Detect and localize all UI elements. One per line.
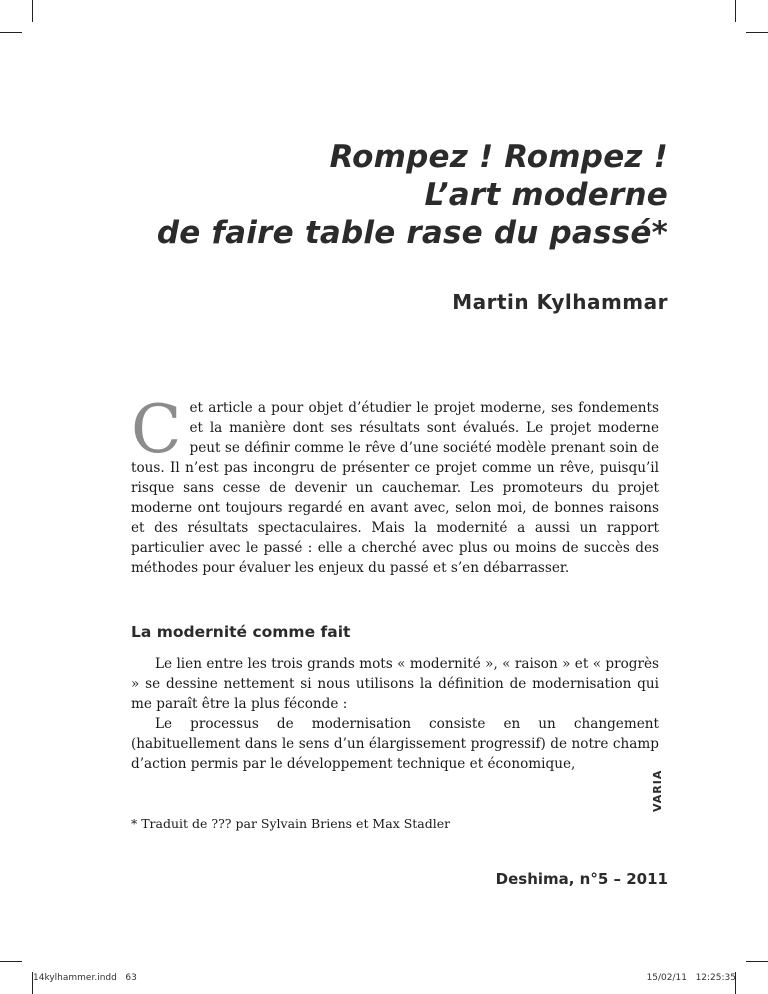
crop-mark-bottom-left-h <box>0 961 22 962</box>
intro-text: et article a pour objet d’étudier le projet moderne, ses fondements et la manière dont ses résultats sont évalués. Le projet moderne peut se définir comme le rêve d’une société modèle prenant soin de tous. Il n’est pas incongru de présenter ce projet comme un rêve, puisqu’il risque sans cesse de devenir un cauchemar. Les promoteurs du projet moderne ont toujours regardé en avant avec, selon moi, de bonnes raisons et des résultats spectaculaires. Mais la modernité a aussi un rapport particulier avec le passé : elle a cherché avec plus ou moins de succès des méthodes pour évaluer les enjeux du passé et s’en débarrasser. <box>131 400 659 576</box>
crop-mark-top-right-h <box>746 32 768 33</box>
journal-reference: Deshima, n°5 – 2011 <box>495 870 668 888</box>
crop-mark-bottom-right-h <box>746 961 768 962</box>
intro-paragraph <box>131 391 659 578</box>
section-paragraph-2: Le processus de modernisation consiste en un changement (habituellement dans le sens d’un élargissement progressif) de notre champ d’action permis par le développement technique et économique, <box>131 716 659 772</box>
author-name: Martin Kylhammar <box>452 290 668 314</box>
drop-cap: C <box>131 391 182 468</box>
title-line-1: Rompez ! Rompez ! <box>329 139 668 175</box>
footnote: * Traduit de ??? par Sylvain Briens et Max Stadler <box>131 816 451 831</box>
crop-mark-top-right-v <box>735 0 736 22</box>
title-line-2: L’art moderne <box>424 177 668 213</box>
title-line-3: de faire table rase du passé* <box>156 215 668 251</box>
article-title <box>108 138 668 252</box>
crop-mark-top-left-h <box>0 32 22 33</box>
side-label-varia: VARIA <box>651 769 664 812</box>
crop-mark-top-left-v <box>32 0 33 22</box>
section-heading: La modernité comme fait <box>131 623 351 641</box>
section-body <box>131 654 659 774</box>
slug-filename: 14kylhammer.indd 63 <box>33 973 137 983</box>
slug-timestamp: 15/02/11 12:25:35 <box>646 973 736 983</box>
section-paragraph-1: Le lien entre les trois grands mots « modernité », « raison » et « progrès » se dessine nettement si nous utilisons la définition de modernisation qui me paraît être la plus féconde : <box>131 656 659 712</box>
